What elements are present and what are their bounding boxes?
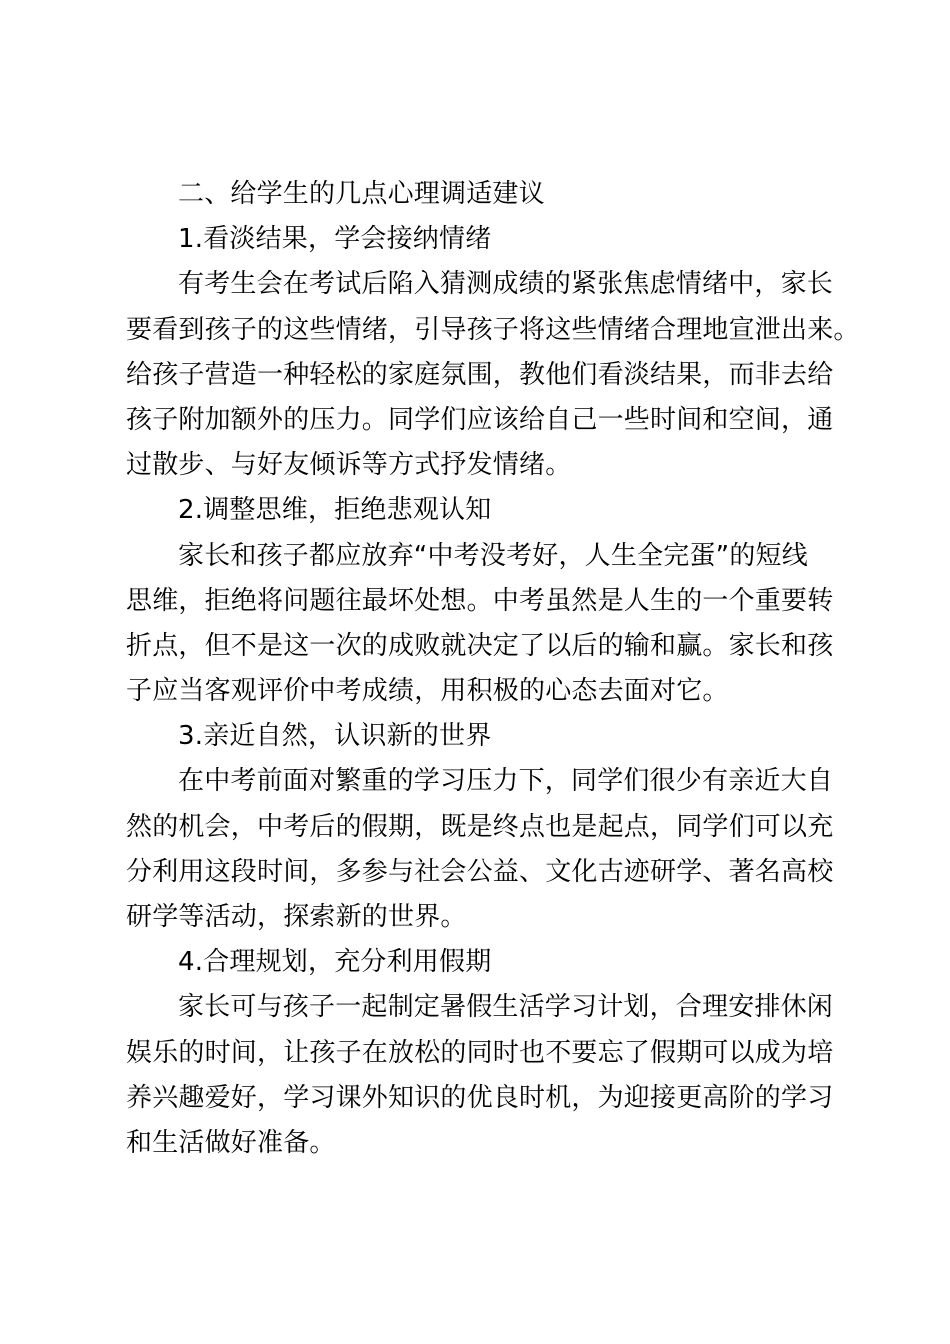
item-3-paragraph-line: 分利用这段时间，多参与社会公益、文化古迹研学、著名高校 <box>126 856 834 887</box>
item-3-heading: 3.亲近自然，认识新的世界 <box>178 721 492 752</box>
item-4-paragraph-line: 家长可与孩子一起制定暑假生活学习计划，合理安排休闲 <box>178 992 834 1023</box>
item-3-paragraph-line: 研学等活动，探索新的世界。 <box>126 902 467 932</box>
item-4-paragraph-line: 娱乐的时间，让孩子在放松的同时也不要忘了假期可以成为培 <box>126 1037 834 1068</box>
item-2-paragraph-line: 思维，拒绝将问题往最坏处想。中考虽然是人生的一个重要转 <box>126 585 834 616</box>
item-1-paragraph-line: 孩子附加额外的压力。同学们应该给自己一些时间和空间，通 <box>126 404 834 435</box>
item-1-paragraph-line: 过散步、与好友倾诉等方式抒发情绪。 <box>126 450 572 481</box>
item-2-heading: 2.调整思维，拒绝悲观认知 <box>178 495 492 526</box>
document-body <box>126 172 860 1166</box>
item-2-paragraph-line: 家长和孩子都应放弃“中考没考好，人生全完蛋”的短线 <box>178 540 808 571</box>
item-2-paragraph-line: 子应当客观评价中考成绩，用积极的心态去面对它。 <box>126 676 729 707</box>
item-4-paragraph-line: 和生活做好准备。 <box>126 1127 336 1158</box>
item-1-paragraph-line: 有考生会在考试后陷入猜测成绩的紧张焦虑情绪中，家长 <box>178 269 834 300</box>
item-3-paragraph-line: 然的机会，中考后的假期，既是终点也是起点，同学们可以充 <box>126 811 834 842</box>
item-3-paragraph-line: 在中考前面对繁重的学习压力下，同学们很少有亲近大自 <box>178 766 834 797</box>
item-1-paragraph-line: 给孩子营造一种轻松的家庭氛围，教他们看淡结果，而非去给 <box>126 359 834 390</box>
item-1-paragraph-line: 要看到孩子的这些情绪，引导孩子将这些情绪合理地宣泄出来。 <box>126 314 860 345</box>
item-1-heading: 1.看淡结果，学会接纳情绪 <box>178 224 492 255</box>
item-2-paragraph-line: 折点，但不是这一次的成败就决定了以后的输和赢。家长和孩 <box>126 630 834 661</box>
item-4-paragraph-line: 养兴趣爱好，学习课外知识的优良时机，为迎接更高阶的学习 <box>126 1082 834 1113</box>
section-heading: 二、给学生的几点心理调适建议 <box>178 179 545 209</box>
item-4-heading: 4.合理规划，充分利用假期 <box>178 947 492 978</box>
